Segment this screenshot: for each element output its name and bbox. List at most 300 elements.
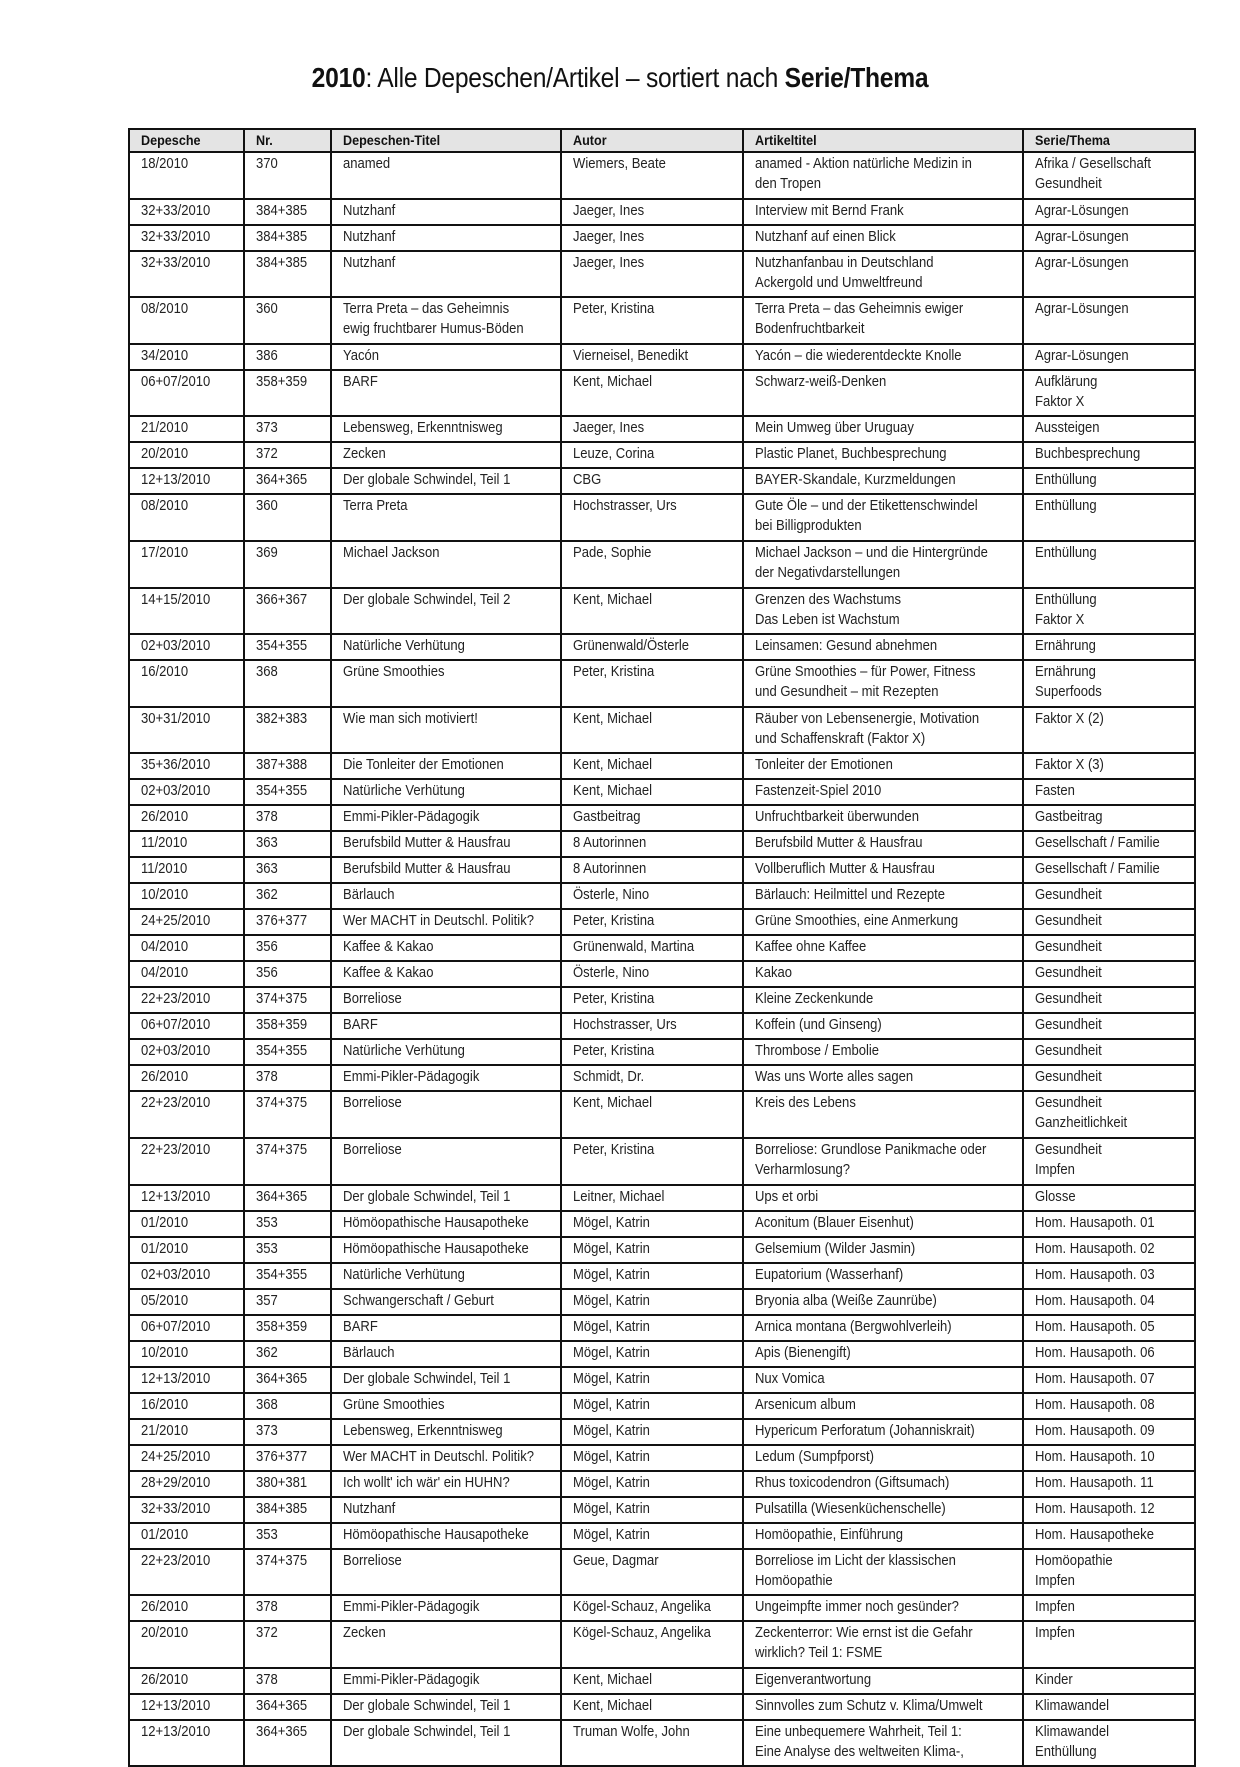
cell-depesche: 06+07/2010: [129, 1013, 244, 1039]
cell-artikeltitel: [743, 1263, 1023, 1289]
cell-nr: 356: [244, 935, 331, 961]
cell-serie-thema-line: Impfen: [1035, 1625, 1075, 1642]
cell-depeschen-titel-line: Natürliche Verhütung: [343, 638, 465, 655]
cell-depesche: 34/2010: [129, 344, 244, 370]
table-row: [129, 1091, 1195, 1138]
cell-artikeltitel-line: Kaffee ohne Kaffee: [755, 939, 867, 956]
cell-artikeltitel: [743, 468, 1023, 494]
cell-serie-thema: [1023, 1523, 1195, 1549]
cell-nr: 354+355: [244, 1039, 331, 1065]
cell-depeschen-titel: [331, 1091, 561, 1138]
table-row: [129, 1694, 1195, 1720]
cell-artikeltitel: [743, 1621, 1023, 1668]
cell-serie-thema: [1023, 225, 1195, 251]
cell-artikeltitel-line: Eine unbequemere Wahrheit, Teil 1:: [755, 1723, 962, 1740]
cell-artikeltitel-line: Thrombose / Embolie: [755, 1043, 880, 1060]
cell-depesche: 16/2010: [129, 660, 244, 707]
table-row: [129, 1367, 1195, 1393]
cell-nr: 373: [244, 1419, 331, 1445]
cell-artikeltitel-line: BAYER-Skandale, Kurzmeldungen: [755, 472, 956, 489]
cell-serie-thema-line: Hom. Hausapotheke: [1035, 1526, 1154, 1543]
cell-depeschen-titel-line: Ich wollt' ich wär' ein HUHN?: [343, 1474, 510, 1491]
cell-depeschen-titel: [331, 416, 561, 442]
cell-depeschen-titel-line: Borreliose: [343, 1095, 402, 1112]
cell-depeschen-titel-line: Der globale Schwindel, Teil 1: [343, 1697, 511, 1714]
cell-artikeltitel-line: Zeckenterror: Wie ernst ist die Gefahr: [755, 1625, 973, 1642]
cell-serie-thema-line: Gesundheit: [1035, 939, 1102, 956]
cell-depeschen-titel: [331, 1367, 561, 1393]
cell-artikeltitel-line: Ackergold und Umweltfreund: [755, 274, 923, 291]
cell-nr: 378: [244, 805, 331, 831]
cell-artikeltitel: [743, 987, 1023, 1013]
cell-depesche: 01/2010: [129, 1237, 244, 1263]
cell-depeschen-titel-line: Nutzhanf: [343, 1500, 396, 1517]
cell-artikeltitel-line: Aconitum (Blauer Eisenhut): [755, 1214, 914, 1231]
cell-artikeltitel-line: Arnica montana (Bergwohlverleih): [755, 1318, 952, 1335]
cell-serie-thema: [1023, 857, 1195, 883]
cell-autor: Kögel-Schauz, Angelika: [561, 1621, 743, 1668]
table-row: [129, 1523, 1195, 1549]
table-row: [129, 1341, 1195, 1367]
cell-depesche: 32+33/2010: [129, 199, 244, 225]
cell-autor: Hochstrasser, Urs: [561, 1013, 743, 1039]
cell-autor: Kent, Michael: [561, 1694, 743, 1720]
cell-serie-thema-line: Impfen: [1035, 1572, 1075, 1589]
cell-serie-thema: [1023, 152, 1195, 199]
cell-artikeltitel: [743, 1237, 1023, 1263]
cell-artikeltitel-line: Michael Jackson – und die Hintergründe: [755, 544, 988, 561]
cell-serie-thema: [1023, 634, 1195, 660]
cell-serie-thema-line: Hom. Hausapoth. 07: [1035, 1370, 1155, 1387]
cell-artikeltitel: [743, 1039, 1023, 1065]
cell-serie-thema: [1023, 1419, 1195, 1445]
cell-serie-thema-line: Gesundheit: [1035, 965, 1102, 982]
cell-depeschen-titel: [331, 987, 561, 1013]
cell-artikeltitel-line: den Tropen: [755, 176, 822, 192]
cell-serie-thema-line: Enthüllung: [1035, 544, 1097, 561]
cell-serie-thema: [1023, 468, 1195, 494]
cell-serie-thema: [1023, 1393, 1195, 1419]
header-artikeltitel: Artikeltitel: [743, 129, 1023, 152]
cell-nr: 353: [244, 1211, 331, 1237]
cell-depeschen-titel-line: Schwangerschaft / Geburt: [343, 1292, 494, 1309]
cell-depeschen-titel-line: Der globale Schwindel, Teil 1: [343, 1370, 511, 1387]
cell-serie-thema-line: Aussteigen: [1035, 420, 1100, 437]
cell-nr: 384+385: [244, 199, 331, 225]
cell-nr: 354+355: [244, 1263, 331, 1289]
cell-depesche: 20/2010: [129, 1621, 244, 1668]
cell-depeschen-titel-line: Wer MACHT in Deutschl. Politik?: [343, 1448, 534, 1465]
cell-serie-thema-line: Gesundheit: [1035, 176, 1102, 192]
cell-serie-thema: [1023, 416, 1195, 442]
cell-depeschen-titel-line: Emmi-Pikler-Pädagogik: [343, 1069, 480, 1086]
cell-autor: Mögel, Katrin: [561, 1263, 743, 1289]
cell-artikeltitel: [743, 251, 1023, 298]
table-row: [129, 1621, 1195, 1668]
cell-artikeltitel: [743, 935, 1023, 961]
cell-nr: 384+385: [244, 1497, 331, 1523]
cell-depeschen-titel: [331, 1549, 561, 1596]
cell-serie-thema-line: Enthüllung: [1035, 591, 1097, 608]
cell-artikeltitel: [743, 225, 1023, 251]
cell-depeschen-titel: [331, 857, 561, 883]
cell-depesche: 20/2010: [129, 442, 244, 468]
cell-autor: Wiemers, Beate: [561, 152, 743, 199]
cell-serie-thema: [1023, 1315, 1195, 1341]
cell-depeschen-titel-line: Michael Jackson: [343, 544, 440, 561]
cell-autor: Pade, Sophie: [561, 541, 743, 588]
cell-serie-thema: [1023, 1237, 1195, 1263]
cell-depesche: 32+33/2010: [129, 225, 244, 251]
cell-artikeltitel-line: Grüne Smoothies, eine Anmerkung: [755, 913, 959, 930]
cell-serie-thema-line: Gesundheit: [1035, 913, 1102, 930]
cell-depeschen-titel: [331, 468, 561, 494]
cell-depesche: 26/2010: [129, 805, 244, 831]
cell-artikeltitel: [743, 1595, 1023, 1621]
table-row: [129, 588, 1195, 635]
cell-nr: 373: [244, 416, 331, 442]
cell-artikeltitel: [743, 1668, 1023, 1694]
cell-artikeltitel-line: Leinsamen: Gesund abnehmen: [755, 638, 938, 655]
cell-artikeltitel: [743, 541, 1023, 588]
cell-serie-thema-line: Hom. Hausapoth. 12: [1035, 1500, 1155, 1517]
table-row: [129, 1039, 1195, 1065]
cell-serie-thema: [1023, 1289, 1195, 1315]
cell-depeschen-titel: [331, 1341, 561, 1367]
cell-depeschen-titel-line: Nutzhanf: [343, 228, 396, 245]
title-year: 2010: [311, 62, 366, 93]
cell-serie-thema: [1023, 1497, 1195, 1523]
cell-artikeltitel: [743, 1471, 1023, 1497]
cell-depeschen-titel-line: Bärlauch: [343, 1344, 395, 1361]
table-row: [129, 225, 1195, 251]
cell-depeschen-titel-line: Hömöopathische Hausapotheke: [343, 1526, 529, 1543]
page-title: [74, 62, 1165, 94]
cell-serie-thema-line: Gesundheit: [1035, 1017, 1102, 1034]
cell-autor: Grünenwald/Österle: [561, 634, 743, 660]
cell-depeschen-titel: [331, 1289, 561, 1315]
cell-artikeltitel: [743, 442, 1023, 468]
table-row: [129, 1720, 1195, 1767]
cell-artikeltitel: [743, 883, 1023, 909]
cell-depeschen-titel: [331, 1013, 561, 1039]
table-row: [129, 152, 1195, 199]
cell-serie-thema-line: Glosse: [1035, 1188, 1076, 1205]
cell-autor: Gastbeitrag: [561, 805, 743, 831]
table-row: [129, 442, 1195, 468]
table-body: [129, 152, 1195, 1766]
articles-table: [128, 128, 1196, 1767]
cell-depeschen-titel: [331, 883, 561, 909]
cell-depesche: 32+33/2010: [129, 251, 244, 298]
cell-depeschen-titel: [331, 297, 561, 344]
cell-serie-thema-line: Superfoods: [1035, 684, 1102, 701]
cell-autor: Kent, Michael: [561, 1091, 743, 1138]
table-row: [129, 961, 1195, 987]
cell-serie-thema-line: Agrar-Lösungen: [1035, 202, 1129, 219]
cell-depeschen-titel: [331, 1237, 561, 1263]
cell-nr: 354+355: [244, 779, 331, 805]
cell-serie-thema: [1023, 707, 1195, 754]
cell-autor: Mögel, Katrin: [561, 1315, 743, 1341]
cell-depesche: 02+03/2010: [129, 1263, 244, 1289]
cell-serie-thema-line: Gesundheit: [1035, 1069, 1102, 1086]
table-row: [129, 987, 1195, 1013]
table-row: [129, 779, 1195, 805]
cell-depeschen-titel-line: Nutzhanf: [343, 254, 396, 271]
cell-artikeltitel: [743, 779, 1023, 805]
cell-depeschen-titel-line: Der globale Schwindel, Teil 1: [343, 472, 511, 489]
cell-autor: Mögel, Katrin: [561, 1393, 743, 1419]
cell-artikeltitel: [743, 1091, 1023, 1138]
cell-depeschen-titel: [331, 199, 561, 225]
cell-artikeltitel-line: Kleine Zeckenkunde: [755, 991, 874, 1008]
cell-depeschen-titel-line: Borreliose: [343, 991, 402, 1008]
cell-serie-thema: [1023, 1445, 1195, 1471]
table-row: [129, 805, 1195, 831]
cell-depeschen-titel: [331, 707, 561, 754]
cell-nr: 384+385: [244, 251, 331, 298]
cell-serie-thema: [1023, 1720, 1195, 1767]
cell-serie-thema: [1023, 987, 1195, 1013]
cell-serie-thema: [1023, 370, 1195, 417]
cell-autor: 8 Autorinnen: [561, 857, 743, 883]
header-autor: Autor: [561, 129, 743, 152]
cell-nr: 363: [244, 831, 331, 857]
cell-artikeltitel: [743, 961, 1023, 987]
cell-artikeltitel: [743, 857, 1023, 883]
cell-serie-thema: [1023, 779, 1195, 805]
cell-serie-thema: [1023, 1694, 1195, 1720]
cell-depeschen-titel-line: Nutzhanf: [343, 202, 396, 219]
cell-nr: 354+355: [244, 634, 331, 660]
cell-serie-thema-line: Homöopathie: [1035, 1552, 1113, 1569]
table-row: [129, 1497, 1195, 1523]
cell-depeschen-titel: [331, 1315, 561, 1341]
cell-autor: Mögel, Katrin: [561, 1211, 743, 1237]
cell-depeschen-titel-line: Hömöopathische Hausapotheke: [343, 1240, 529, 1257]
cell-depeschen-titel: [331, 909, 561, 935]
cell-depeschen-titel: [331, 152, 561, 199]
cell-artikeltitel-line: Räuber von Lebensenergie, Motivation: [755, 710, 980, 727]
cell-depesche: 02+03/2010: [129, 634, 244, 660]
cell-serie-thema-line: Agrar-Lösungen: [1035, 301, 1129, 318]
cell-autor: Peter, Kristina: [561, 1039, 743, 1065]
cell-nr: 368: [244, 660, 331, 707]
cell-autor: CBG: [561, 468, 743, 494]
cell-depeschen-titel-line: Borreliose: [343, 1552, 402, 1569]
cell-nr: 386: [244, 344, 331, 370]
cell-nr: 358+359: [244, 370, 331, 417]
cell-serie-thema-line: Gesundheit: [1035, 991, 1102, 1008]
cell-depeschen-titel-line: Der globale Schwindel, Teil 1: [343, 1723, 511, 1740]
cell-depesche: 04/2010: [129, 961, 244, 987]
cell-serie-thema-line: Hom. Hausapoth. 06: [1035, 1344, 1155, 1361]
cell-depesche: 18/2010: [129, 152, 244, 199]
table-row: [129, 199, 1195, 225]
cell-artikeltitel: [743, 1341, 1023, 1367]
cell-serie-thema-line: Klimawandel: [1035, 1723, 1109, 1740]
cell-nr: 372: [244, 1621, 331, 1668]
cell-depeschen-titel-line: Emmi-Pikler-Pädagogik: [343, 809, 480, 826]
cell-serie-thema-line: Enthüllung: [1035, 472, 1097, 489]
cell-serie-thema-line: Ganzheitlichkeit: [1035, 1115, 1128, 1132]
cell-artikeltitel: [743, 588, 1023, 635]
cell-serie-thema-line: Agrar-Lösungen: [1035, 228, 1129, 245]
cell-serie-thema-line: Faktor X: [1035, 393, 1085, 410]
cell-depeschen-titel-line: Berufsbild Mutter & Hausfrau: [343, 861, 511, 878]
table-row: [129, 468, 1195, 494]
cell-autor: Peter, Kristina: [561, 660, 743, 707]
cell-serie-thema-line: Faktor X: [1035, 611, 1085, 628]
cell-depeschen-titel: [331, 1419, 561, 1445]
table-row: [129, 494, 1195, 541]
cell-autor: Kent, Michael: [561, 707, 743, 754]
table-row: [129, 1595, 1195, 1621]
cell-artikeltitel-line: Arsenicum album: [755, 1396, 856, 1413]
cell-depeschen-titel: [331, 1523, 561, 1549]
cell-autor: Mögel, Katrin: [561, 1341, 743, 1367]
cell-depesche: 26/2010: [129, 1065, 244, 1091]
cell-serie-thema: [1023, 1211, 1195, 1237]
cell-depeschen-titel-line: Berufsbild Mutter & Hausfrau: [343, 835, 511, 852]
cell-artikeltitel: [743, 805, 1023, 831]
cell-serie-thema-line: Gesundheit: [1035, 1043, 1102, 1060]
cell-artikeltitel-line: Bodenfruchtbarkeit: [755, 321, 865, 338]
cell-depeschen-titel-line: Wie man sich motiviert!: [343, 710, 478, 727]
table-row: [129, 1419, 1195, 1445]
cell-depesche: 30+31/2010: [129, 707, 244, 754]
cell-artikeltitel-line: Hypericum Perforatum (Johanniskrait): [755, 1422, 975, 1439]
table-row: [129, 883, 1195, 909]
cell-nr: 362: [244, 1341, 331, 1367]
cell-artikeltitel: [743, 707, 1023, 754]
cell-serie-thema: [1023, 961, 1195, 987]
table-row: [129, 909, 1195, 935]
cell-artikeltitel: [743, 909, 1023, 935]
cell-depeschen-titel: [331, 1393, 561, 1419]
cell-depeschen-titel-line: Der globale Schwindel, Teil 1: [343, 1188, 511, 1205]
cell-artikeltitel-line: Fastenzeit-Spiel 2010: [755, 783, 882, 800]
cell-nr: 353: [244, 1523, 331, 1549]
cell-artikeltitel-line: Yacón – die wiederentdeckte Knolle: [755, 347, 962, 364]
cell-depeschen-titel: [331, 634, 561, 660]
cell-depeschen-titel-line: Der globale Schwindel, Teil 2: [343, 591, 511, 608]
cell-serie-thema-line: Impfen: [1035, 1161, 1075, 1178]
cell-depesche: 06+07/2010: [129, 370, 244, 417]
cell-serie-thema: [1023, 1471, 1195, 1497]
cell-serie-thema: [1023, 805, 1195, 831]
cell-depeschen-titel: [331, 1138, 561, 1185]
cell-depeschen-titel: [331, 442, 561, 468]
cell-artikeltitel: [743, 831, 1023, 857]
cell-depeschen-titel-line: anamed: [343, 156, 391, 172]
header-depesche: Depesche: [129, 129, 244, 152]
cell-depeschen-titel-line: Kaffee & Kakao: [343, 965, 434, 982]
cell-nr: 374+375: [244, 987, 331, 1013]
cell-nr: 364+365: [244, 1367, 331, 1393]
cell-depesche: 12+13/2010: [129, 1694, 244, 1720]
cell-serie-thema-line: Aufklärung: [1035, 373, 1098, 390]
cell-serie-thema-line: Gesundheit: [1035, 1095, 1102, 1112]
cell-depeschen-titel: [331, 831, 561, 857]
cell-nr: 374+375: [244, 1091, 331, 1138]
cell-serie-thema: [1023, 935, 1195, 961]
cell-artikeltitel: [743, 199, 1023, 225]
cell-serie-thema-line: Agrar-Lösungen: [1035, 254, 1129, 271]
cell-autor: Vierneisel, Benedikt: [561, 344, 743, 370]
title-middle: : Alle Depeschen/Artikel – sortiert nach: [365, 62, 785, 93]
cell-depeschen-titel: [331, 1621, 561, 1668]
cell-depeschen-titel: [331, 1065, 561, 1091]
table-row: [129, 416, 1195, 442]
cell-autor: Truman Wolfe, John: [561, 1720, 743, 1767]
cell-artikeltitel-line: bei Billigprodukten: [755, 518, 862, 535]
cell-serie-thema: [1023, 442, 1195, 468]
cell-depeschen-titel: [331, 494, 561, 541]
cell-artikeltitel-line: und Gesundheit – mit Rezepten: [755, 684, 939, 701]
cell-depesche: 11/2010: [129, 831, 244, 857]
cell-autor: Peter, Kristina: [561, 297, 743, 344]
cell-nr: 376+377: [244, 1445, 331, 1471]
cell-depesche: 08/2010: [129, 297, 244, 344]
cell-depesche: 22+23/2010: [129, 987, 244, 1013]
cell-autor: Mögel, Katrin: [561, 1419, 743, 1445]
cell-artikeltitel: [743, 1419, 1023, 1445]
cell-depeschen-titel: [331, 805, 561, 831]
cell-artikeltitel-line: Nux Vomica: [755, 1370, 825, 1387]
cell-artikeltitel-line: Rhus toxicodendron (Giftsumach): [755, 1474, 950, 1491]
cell-serie-thema-line: Gesellschaft / Familie: [1035, 861, 1160, 878]
cell-serie-thema: [1023, 344, 1195, 370]
cell-depeschen-titel-line: Natürliche Verhütung: [343, 783, 465, 800]
cell-artikeltitel: [743, 344, 1023, 370]
cell-artikeltitel: [743, 1523, 1023, 1549]
cell-depeschen-titel-line: Terra Preta: [343, 498, 408, 515]
cell-depesche: 32+33/2010: [129, 1497, 244, 1523]
cell-artikeltitel-line: Borreliose im Licht der klassischen: [755, 1552, 956, 1569]
cell-serie-thema-line: Agrar-Lösungen: [1035, 347, 1129, 364]
cell-depesche: 16/2010: [129, 1393, 244, 1419]
table-row: [129, 1237, 1195, 1263]
cell-artikeltitel-line: Schwarz-weiß-Denken: [755, 373, 887, 390]
cell-depesche: 22+23/2010: [129, 1138, 244, 1185]
cell-depesche: 02+03/2010: [129, 779, 244, 805]
cell-artikeltitel: [743, 1065, 1023, 1091]
cell-autor: Österle, Nino: [561, 961, 743, 987]
cell-nr: 364+365: [244, 1720, 331, 1767]
cell-depeschen-titel-line: BARF: [343, 1318, 378, 1335]
header-serie-thema: Serie/Thema: [1023, 129, 1195, 152]
cell-serie-thema: [1023, 1595, 1195, 1621]
cell-depeschen-titel: [331, 370, 561, 417]
cell-artikeltitel: [743, 1720, 1023, 1767]
cell-artikeltitel: [743, 660, 1023, 707]
cell-artikeltitel-line: Vollberuflich Mutter & Hausfrau: [755, 861, 935, 878]
cell-depeschen-titel-line: Die Tonleiter der Emotionen: [343, 757, 504, 774]
cell-nr: 378: [244, 1595, 331, 1621]
table-row: [129, 1013, 1195, 1039]
cell-artikeltitel-line: Pulsatilla (Wiesenküchenschelle): [755, 1500, 946, 1517]
cell-depesche: 28+29/2010: [129, 1471, 244, 1497]
cell-depesche: 24+25/2010: [129, 909, 244, 935]
cell-nr: 358+359: [244, 1315, 331, 1341]
cell-depeschen-titel-line: Lebensweg, Erkenntnisweg: [343, 1422, 503, 1439]
cell-nr: 366+367: [244, 588, 331, 635]
cell-depeschen-titel: [331, 935, 561, 961]
cell-serie-thema: [1023, 1065, 1195, 1091]
table-row: [129, 1445, 1195, 1471]
